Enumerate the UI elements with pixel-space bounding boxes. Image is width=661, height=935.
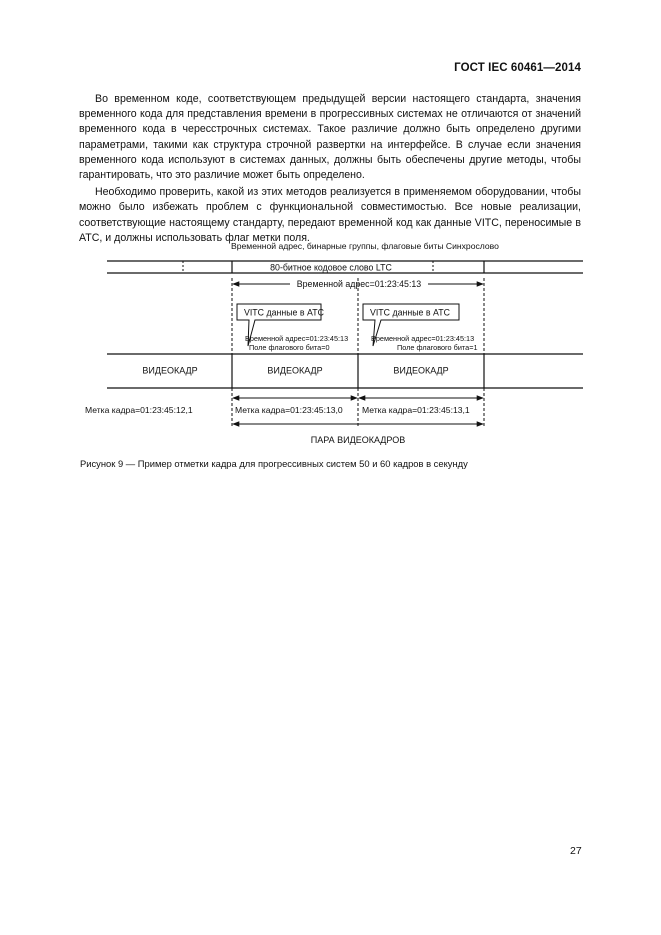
paragraph-1: Во временном коде, соответствующем предыдущей версии настоящего стандарта, значения временного кода для представления времени в прогрессивных системах не отличаются от значений временного кода в чересстрочных системах. Такое различие должно быть определено другими параметрами, такими как структура строчной развертки на интерфейсе. В случае если значения временного кода используют в системах данных, должны быть обеспечены другие методы, чтобы гарантировать, что это различие может быть определено. xyxy=(79,93,581,182)
figure-caption: Рисунок 9 — Пример отметки кадра для прогрессивных систем 50 и 60 кадров в секунду xyxy=(80,458,468,469)
frame-mark-label: Метка кадра=01:23:45:12,1 xyxy=(85,405,193,415)
time-address-label: Временной адрес=01:23:45:13 xyxy=(296,279,422,289)
vitc-flag: Поле флагового бита=0 xyxy=(249,343,330,352)
vitc-box-1 xyxy=(237,304,348,352)
vitc-title: VITC данные в ATC xyxy=(244,307,324,318)
video-frame-label: ВИДЕОКАДР xyxy=(267,365,323,376)
vitc-title: VITC данные в ATC xyxy=(370,307,450,318)
vitc-address: Временной адрес=01:23:45:13 xyxy=(245,334,349,343)
frame-mark-label: Метка кадра=01:23:45:13,1 xyxy=(362,405,470,415)
video-frame-label: ВИДЕОКАДР xyxy=(142,365,198,376)
frame-mark-label: Метка кадра=01:23:45:13,0 xyxy=(235,405,343,415)
paragraph-2: Необходимо проверить, какой из этих методов реализуется в применяемом оборудовании, чтобы можно было избежать проблем с функциональной совместимостью. Все новые реализации, соответствующие настоящему стандарту, передают временной код как данные VITC, переносимые в ATC, и должны использовать флаг метки поля. xyxy=(79,186,581,244)
page-number: 27 xyxy=(570,845,582,857)
document-header: ГОСТ IEC 60461—2014 xyxy=(454,62,581,74)
ltc-word-label: 80-битное кодовое слово LTC xyxy=(270,262,392,273)
vitc-flag: Поле флагового бита=1 xyxy=(397,343,478,352)
vitc-address: Временной адрес=01:23:45:13 xyxy=(371,334,475,343)
video-frame-label: ВИДЕОКАДР xyxy=(393,365,449,376)
pair-label: ПАРА ВИДЕОКАДРОВ xyxy=(310,435,406,445)
ltc-caption: Временной адрес, бинарные группы, флаговые биты Синхрослово xyxy=(231,241,499,251)
vitc-box-2 xyxy=(363,304,478,352)
